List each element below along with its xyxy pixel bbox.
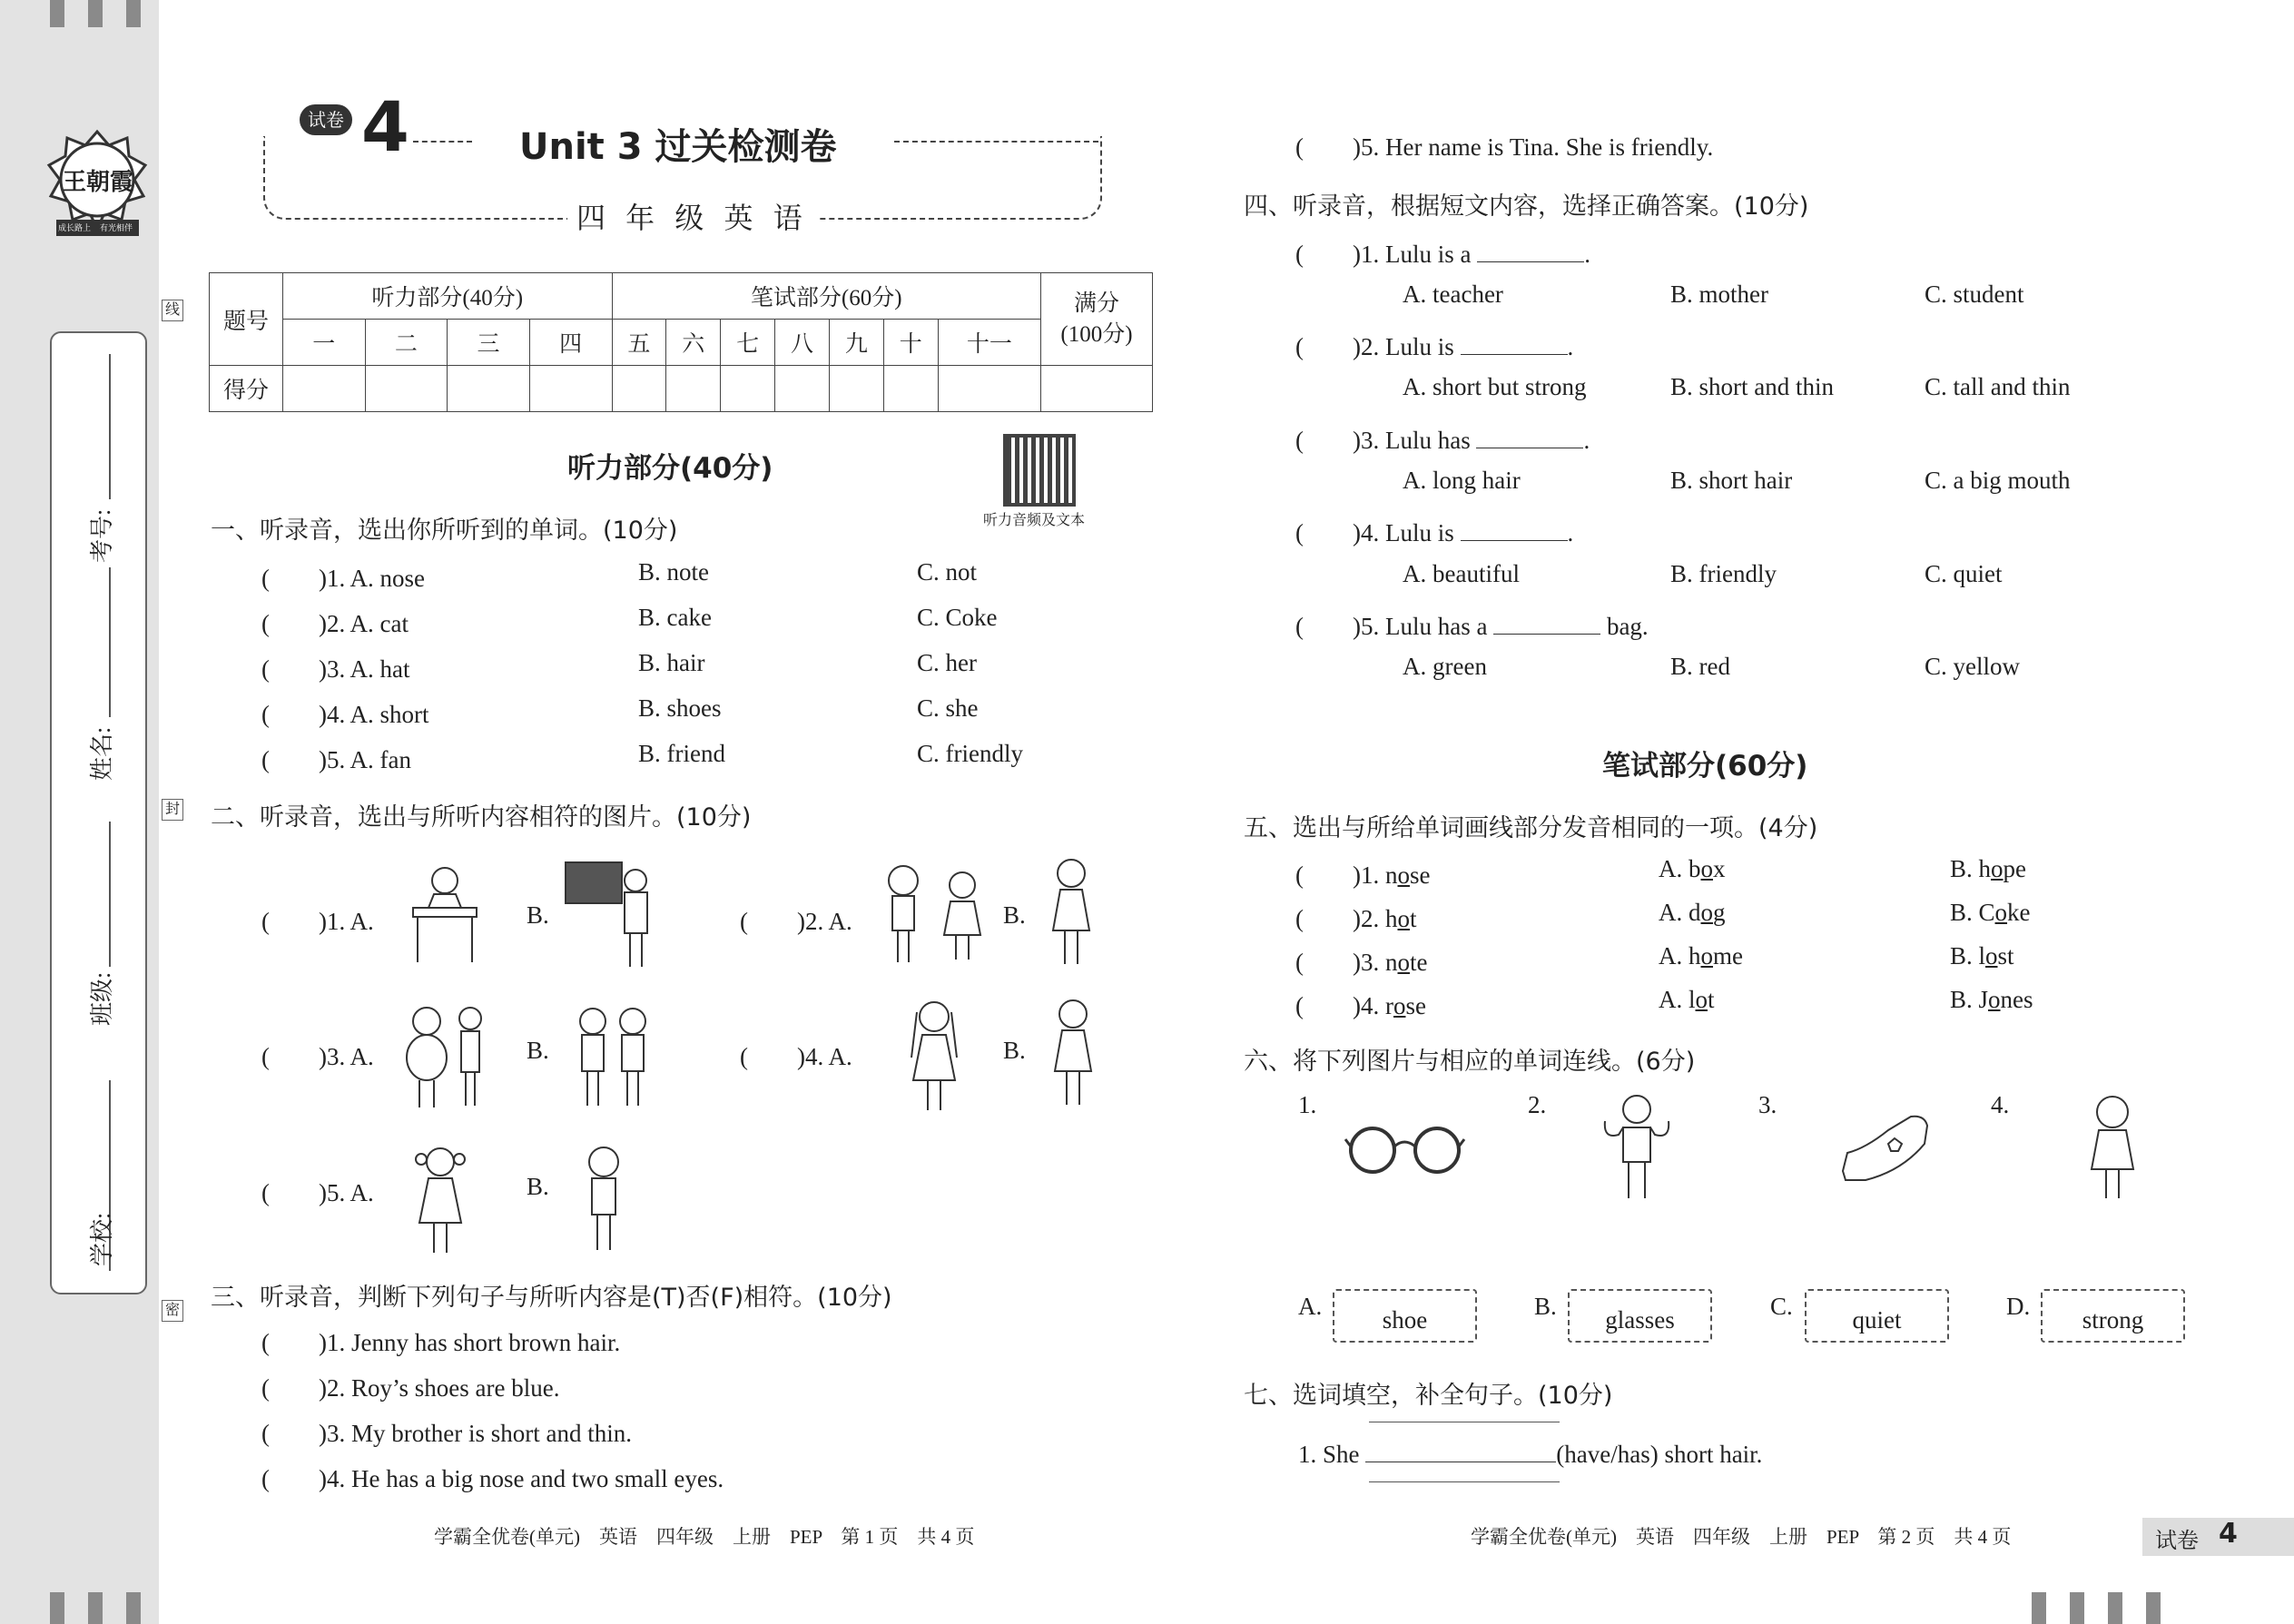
crop-mark [126, 1592, 141, 1624]
col-header: 二 [365, 320, 448, 366]
qr-caption: 听力音频及文本 [983, 513, 1086, 528]
col-header: 八 [775, 320, 830, 366]
word-box-shoe[interactable]: shoe [1333, 1289, 1477, 1343]
writing-header: 笔试部分(60分) [612, 273, 1041, 320]
school-label: 学校: [89, 1212, 115, 1266]
class-blank-line [109, 822, 111, 967]
s4-option-c: C. student [1925, 281, 2024, 308]
boy-picture [572, 1139, 635, 1257]
s4-option-a: A. teacher [1403, 281, 1503, 308]
student-info-box [50, 331, 147, 1294]
word-box-strong[interactable]: strong [2041, 1289, 2185, 1343]
s5-word [1295, 855, 1430, 891]
s5-option-a [1659, 986, 1715, 1014]
s5-option-text: x [1713, 855, 1726, 882]
girl-picture [1044, 853, 1098, 971]
s3-item: ( )2. Roy’s shoes are blue. [261, 1374, 560, 1402]
word-box-quiet[interactable]: quiet [1805, 1289, 1949, 1343]
class-label: 班级: [89, 971, 115, 1026]
s1-option-c: C. friendly [917, 740, 1023, 767]
s2-option-b: B. [527, 1037, 549, 1064]
s4-question-end: bag. [1606, 613, 1649, 640]
answer-blank[interactable] [1477, 241, 1584, 262]
s5-option-a [1659, 942, 1743, 970]
word-box-glasses[interactable]: glasses [1568, 1289, 1712, 1343]
s6-number: 2. [1528, 1091, 1547, 1118]
s5-option-text: B. l [1950, 942, 1986, 969]
s1-item: ( )1. A. nose [261, 565, 425, 592]
score-cell[interactable] [938, 366, 1040, 412]
s1-option-c: C. not [917, 558, 978, 586]
crop-mark [50, 1592, 64, 1624]
s7-item-text: (have/has) short hair. [1556, 1441, 1763, 1468]
s7-item [1298, 1441, 1762, 1469]
score-cell[interactable] [721, 366, 775, 412]
exam-no-blank-line [109, 354, 111, 499]
s6-letter: B. [1534, 1293, 1557, 1320]
s4-question-text: ( )2. Lulu is [1295, 333, 1454, 360]
s7-guide-line [1369, 1481, 1560, 1482]
row-label: 题号 [210, 273, 283, 366]
col-header: 十一 [938, 320, 1040, 366]
two-boys-picture [567, 999, 658, 1112]
seal-mark: 封 [162, 799, 183, 821]
s6-letter: A. [1298, 1293, 1323, 1320]
s1-option-b: B. shoes [638, 694, 722, 722]
s2-option-b: B. [1003, 1037, 1026, 1064]
s4-question [1295, 606, 1649, 642]
crop-mark [126, 0, 141, 27]
s5-option-text: nes [2000, 986, 2033, 1013]
section1-heading: 一、听录音，选出你所听到的单词。(10分) [211, 517, 678, 545]
listening-header: 听力部分(40分) [283, 273, 613, 320]
s4-option-b: B. short and thin [1670, 373, 1834, 400]
quiet-girl-picture [2079, 1089, 2147, 1203]
s5-option-text: t [1708, 986, 1715, 1013]
s4-question [1295, 327, 1573, 362]
score-cell[interactable] [1041, 366, 1153, 412]
s5-option-text: A. h [1659, 942, 1701, 969]
s5-word-text: se [1405, 992, 1426, 1019]
s1-item: ( )4. A. short [261, 701, 429, 728]
s5-option-text: pe [2003, 855, 2026, 882]
s2-item: ( )5. A. [261, 1179, 374, 1206]
section7-heading: 七、选词填空，补全句子。(10分) [1244, 1382, 1613, 1410]
seal-mark: 线 [162, 300, 183, 321]
answer-blank[interactable] [1365, 1442, 1556, 1462]
s5-option-text: A. d [1659, 899, 1701, 926]
s5-word [1295, 899, 1417, 934]
s5-option-text: st [1997, 942, 2014, 969]
s2-option-b: B. [527, 901, 549, 929]
brand-logo [45, 127, 150, 245]
s4-option-b: B. friendly [1670, 560, 1777, 587]
s5-option-underline: o [1991, 855, 2004, 882]
name-label: 姓名: [89, 726, 115, 781]
s6-letter: D. [2006, 1293, 2031, 1320]
s5-word-text: ( )4. r [1295, 992, 1393, 1019]
writing-title: 笔试部分(60分) [1602, 750, 1808, 782]
s4-question-end: . [1584, 241, 1590, 268]
s5-word-text: t [1409, 905, 1417, 932]
s1-item: ( )2. A. cat [261, 610, 409, 637]
full-score-top: 满分 [1073, 290, 1119, 316]
s5-option-underline: o [1985, 942, 1998, 969]
score-table [209, 272, 1153, 412]
s3-item: ( )5. Her name is Tina. She is friendly. [1295, 133, 1714, 161]
teacher-desk-picture [409, 858, 490, 967]
col-header: 五 [612, 320, 666, 366]
section3-heading: 三、听录音，判断下列句子与所听内容是(T)否(F)相符。(10分) [211, 1284, 892, 1312]
s4-option-a: A. short but strong [1403, 373, 1587, 400]
s1-option-b: B. note [638, 558, 709, 586]
s5-word-underline: o [1397, 905, 1410, 932]
s5-option-underline: o [1700, 899, 1713, 926]
full-score-cell [1041, 273, 1153, 366]
col-header: 十 [883, 320, 938, 366]
s1-option-c: C. she [917, 694, 979, 722]
header-dash-right [894, 141, 1098, 143]
s5-option-text: me [1713, 942, 1743, 969]
brand-name: 王朝霞 [62, 169, 133, 196]
crop-mark [2070, 1592, 2084, 1624]
s4-option-b: B. red [1670, 653, 1730, 680]
header-dash-left [413, 141, 472, 143]
s5-option-b [1950, 986, 2033, 1014]
s5-option-text: A. l [1659, 986, 1696, 1013]
crop-mark [2108, 1592, 2122, 1624]
s6-number: 3. [1758, 1091, 1777, 1118]
col-header: 四 [529, 320, 612, 366]
section6-heading: 六、将下列图片与相应的单词连线。(6分) [1244, 1048, 1696, 1076]
answer-blank[interactable] [1493, 614, 1600, 635]
s1-option-c: C. Coke [917, 604, 998, 631]
s5-option-a [1659, 855, 1726, 883]
s4-question-end: . [1567, 333, 1574, 360]
crop-mark [88, 1592, 103, 1624]
answer-blank[interactable] [1461, 334, 1568, 355]
score-cell[interactable] [775, 366, 830, 412]
score-cell[interactable] [529, 366, 612, 412]
short-hair-girl-picture [1044, 994, 1103, 1112]
page-tab-number: 4 [2219, 1518, 2238, 1550]
footer-right: 学霸全优卷(单元) 英语 四年级 上册 PEP 第 2 页 共 4 页 [1471, 1526, 2012, 1548]
s7-item-text: 1. She [1298, 1441, 1360, 1468]
teacher-board-picture [561, 858, 661, 971]
s5-option-b [1950, 899, 2031, 927]
shoe-picture [1838, 1107, 1934, 1189]
score-cell[interactable] [829, 366, 883, 412]
s4-option-c: C. tall and thin [1925, 373, 2071, 400]
s5-word-underline: o [1397, 949, 1410, 976]
s2-item: ( )2. A. [740, 908, 852, 935]
page-tab-label: 试卷 [2155, 1528, 2199, 1553]
col-header: 一 [283, 320, 366, 366]
s5-option-text: ke [2007, 899, 2031, 926]
s5-option-underline: o [1700, 855, 1713, 882]
long-hair-girl-picture [901, 994, 969, 1117]
s3-item: ( )3. My brother is short and thin. [261, 1420, 632, 1447]
exam-no-label: 考号: [89, 508, 115, 563]
answer-blank[interactable] [1461, 520, 1568, 541]
s4-question [1295, 513, 1573, 548]
seal-mark: 密 [162, 1300, 183, 1322]
s1-option-b: B. friend [638, 740, 725, 767]
qr-code[interactable] [1003, 434, 1076, 507]
s4-question [1295, 234, 1590, 270]
s1-option-c: C. her [917, 649, 977, 676]
s5-option-text: A. b [1659, 855, 1701, 882]
s4-option-c: C. a big mouth [1925, 467, 2071, 494]
s4-question [1295, 420, 1590, 456]
s5-word-text: ( )2. h [1295, 905, 1398, 932]
crop-mark [88, 0, 103, 27]
pigtail-girl-picture [407, 1139, 475, 1257]
crop-mark [2032, 1592, 2046, 1624]
score-label: 得分 [210, 366, 283, 412]
section4-heading: 四、听录音，根据短文内容，选择正确答案。(10分) [1244, 192, 1809, 221]
s3-item: ( )4. He has a big nose and two small eyes. [261, 1465, 724, 1492]
s5-option-b [1950, 855, 2026, 883]
s2-item: ( )4. A. [740, 1043, 852, 1070]
s4-option-c: C. quiet [1925, 560, 2003, 587]
col-header: 六 [666, 320, 721, 366]
brand-tag-right: 有光相伴 [100, 223, 133, 232]
s4-question-end: . [1583, 427, 1590, 454]
s1-option-b: B. cake [638, 604, 712, 631]
s4-question-text: ( )5. Lulu has a [1295, 613, 1488, 640]
col-header: 九 [829, 320, 883, 366]
score-cell[interactable] [666, 366, 721, 412]
page-subtitle: 四 年 级 英 语 [567, 195, 817, 237]
s2-option-b: B. [527, 1173, 549, 1200]
s5-option-underline: o [1994, 899, 2008, 926]
crop-mark [50, 0, 64, 27]
s5-option-text: B. J [1950, 986, 1989, 1013]
s5-word [1295, 942, 1427, 978]
s6-letter: C. [1770, 1293, 1793, 1320]
s5-word-text: se [1409, 861, 1431, 889]
s2-option-b: B. [1003, 901, 1026, 929]
s5-option-underline: o [1988, 986, 2001, 1013]
s5-word [1295, 986, 1426, 1021]
s5-option-underline: o [1695, 986, 1708, 1013]
s4-question-text: ( )4. Lulu is [1295, 519, 1454, 546]
score-cell[interactable] [283, 366, 366, 412]
boy-girl-picture [876, 858, 994, 967]
s5-option-underline: o [1700, 942, 1713, 969]
s5-option-a [1659, 899, 1726, 927]
score-cell[interactable] [448, 366, 530, 412]
full-score-bottom: (100分) [1060, 321, 1133, 347]
s5-option-text: B. C [1950, 899, 1995, 926]
s4-question-text: ( )1. Lulu is a [1295, 241, 1472, 268]
score-cell[interactable] [612, 366, 666, 412]
fat-boy-girl-picture [399, 999, 499, 1112]
s4-option-b: B. short hair [1670, 467, 1793, 494]
s6-number: 1. [1298, 1091, 1317, 1118]
s5-word-underline: o [1393, 992, 1406, 1019]
s4-option-a: A. long hair [1403, 467, 1521, 494]
s5-word-text: te [1409, 949, 1428, 976]
s5-word-underline: o [1397, 861, 1410, 889]
s1-item: ( )3. A. hat [261, 655, 410, 683]
s3-item: ( )1. Jenny has short brown hair. [261, 1329, 621, 1356]
s4-option-a: A. beautiful [1403, 560, 1520, 587]
s4-question-text: ( )3. Lulu has [1295, 427, 1471, 454]
section5-heading: 五、选出与所给单词画线部分发音相同的一项。(4分) [1244, 814, 1818, 842]
s2-item: ( )3. A. [261, 1043, 374, 1070]
footer-left: 学霸全优卷(单元) 英语 四年级 上册 PEP 第 1 页 共 4 页 [434, 1526, 975, 1548]
score-cell[interactable] [883, 366, 938, 412]
s5-option-b [1950, 942, 2014, 970]
glasses-picture [1344, 1121, 1466, 1176]
strong-man-picture [1596, 1089, 1678, 1203]
s4-question-end: . [1567, 519, 1574, 546]
s4-option-c: C. yellow [1925, 653, 2020, 680]
answer-blank[interactable] [1476, 428, 1583, 448]
page-title: Unit 3 过关检测卷 [519, 126, 837, 168]
s1-item: ( )5. A. fan [261, 746, 411, 773]
col-header: 三 [448, 320, 530, 366]
paper-number: 4 [361, 86, 409, 167]
s1-option-b: B. hair [638, 649, 705, 676]
s4-option-b: B. mother [1670, 281, 1768, 308]
s4-option-a: A. green [1403, 653, 1487, 680]
col-header: 七 [721, 320, 775, 366]
s5-option-text: B. h [1950, 855, 1992, 882]
crop-mark [2146, 1592, 2161, 1624]
name-blank-line [109, 567, 111, 717]
s2-item: ( )1. A. [261, 908, 374, 935]
paper-badge: 试卷 [300, 104, 352, 135]
listening-title: 听力部分(40分) [567, 452, 773, 485]
score-cell[interactable] [365, 366, 448, 412]
s5-word-text: ( )3. n [1295, 949, 1398, 976]
brand-tag-left: 成长路上 [58, 223, 92, 232]
s5-option-text: g [1713, 899, 1726, 926]
section2-heading: 二、听录音，选出与所听内容相符的图片。(10分) [211, 803, 752, 832]
s5-word-text: ( )1. n [1295, 861, 1398, 889]
s6-number: 4. [1991, 1091, 2010, 1118]
